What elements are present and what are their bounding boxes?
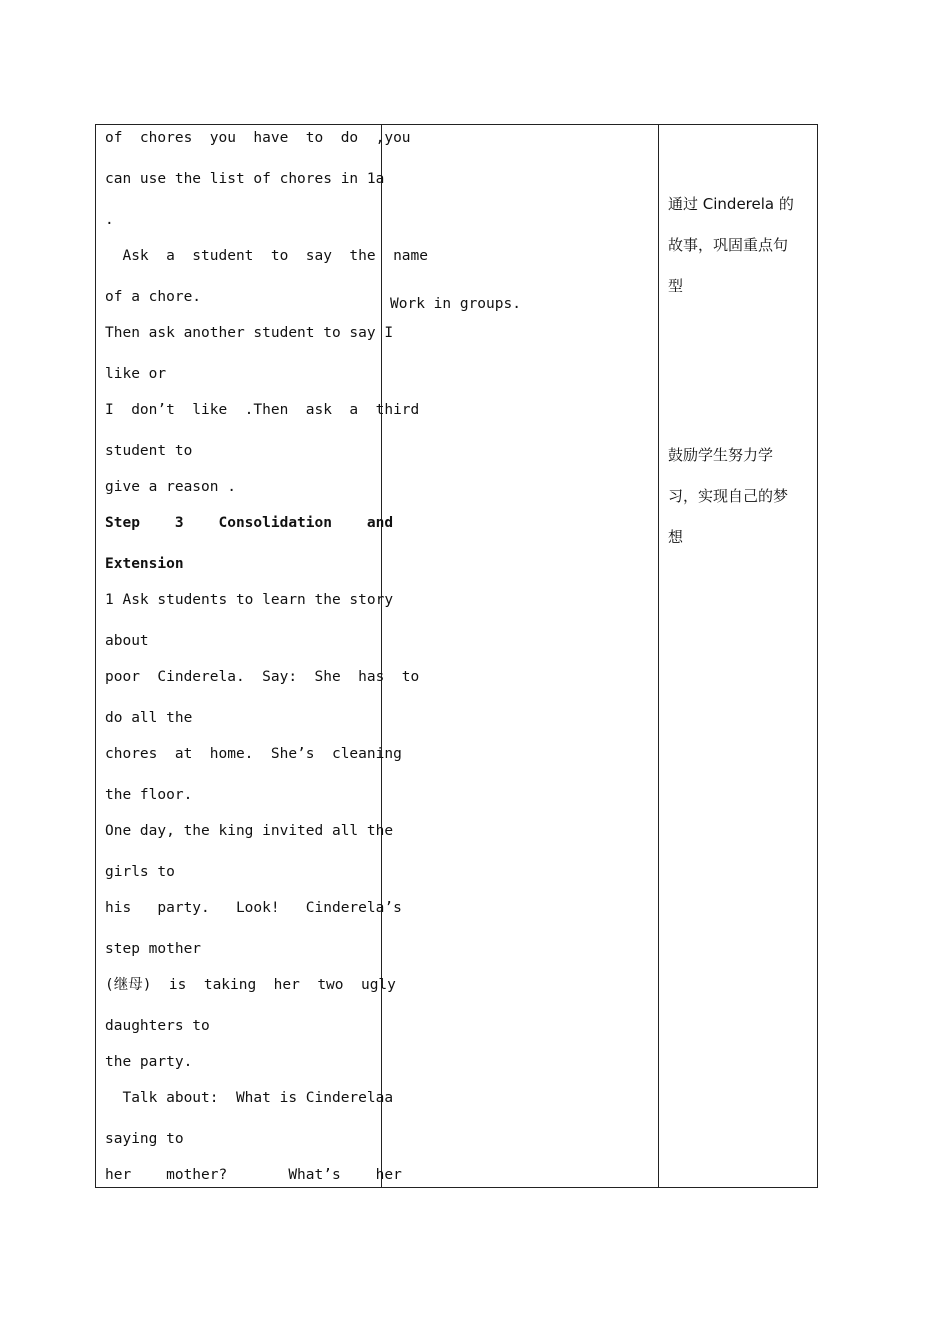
text-line: do all the [105,710,193,726]
text-line: Ask a student to say the name [105,248,429,264]
text-line: chores at home. She’s cleaning [105,746,402,762]
purpose-line: 想 [668,528,684,546]
purpose-line: 故事，巩固重点句 [668,236,789,254]
column-divider-1 [381,125,382,1187]
text-line: give a reason . [105,479,236,495]
text-line: student to [105,443,193,459]
student-activity-text: Work in groups. [390,296,521,312]
text-line: about [105,633,149,649]
column-divider-2 [658,125,659,1187]
text-line: step mother [105,941,202,957]
text-line: saying to [105,1131,184,1147]
text-line: her mother? What’s her [105,1167,402,1183]
step-heading: Step 3 Consolidation and [105,515,394,531]
text-line: his party. Look! Cinderela’s [105,900,402,916]
text-line: poor Cinderela. Say: She has to [105,669,420,685]
text-line: One day, the king invited all the [105,823,394,839]
text-line: of a chore. [105,289,202,305]
text-line: girls to [105,864,175,880]
text-line: Then ask another student to say I [105,325,394,341]
text-line: of chores you have to do ,you [105,130,411,146]
text-line: daughters to [105,1018,210,1034]
purpose-line: 型 [668,277,684,295]
text-line: 1 Ask students to learn the story [105,592,394,608]
text-line: Talk about: What is Cinderelaa [105,1090,394,1106]
text-line: the party. [105,1054,193,1070]
text-line: I don’t like .Then ask a third [105,402,420,418]
text-line: . [105,212,114,228]
purpose-line: 通过 Cinderela 的 [668,195,794,213]
step-heading: Extension [105,556,184,572]
text-line: can use the list of chores in 1a [105,171,385,187]
text-line: the floor. [105,787,193,803]
text-line: like or [105,366,167,382]
purpose-line: 鼓励学生努力学 [668,446,774,464]
purpose-line: 习，实现自己的梦 [668,487,789,505]
text-line: (继母) is taking her two ugly [105,977,396,993]
